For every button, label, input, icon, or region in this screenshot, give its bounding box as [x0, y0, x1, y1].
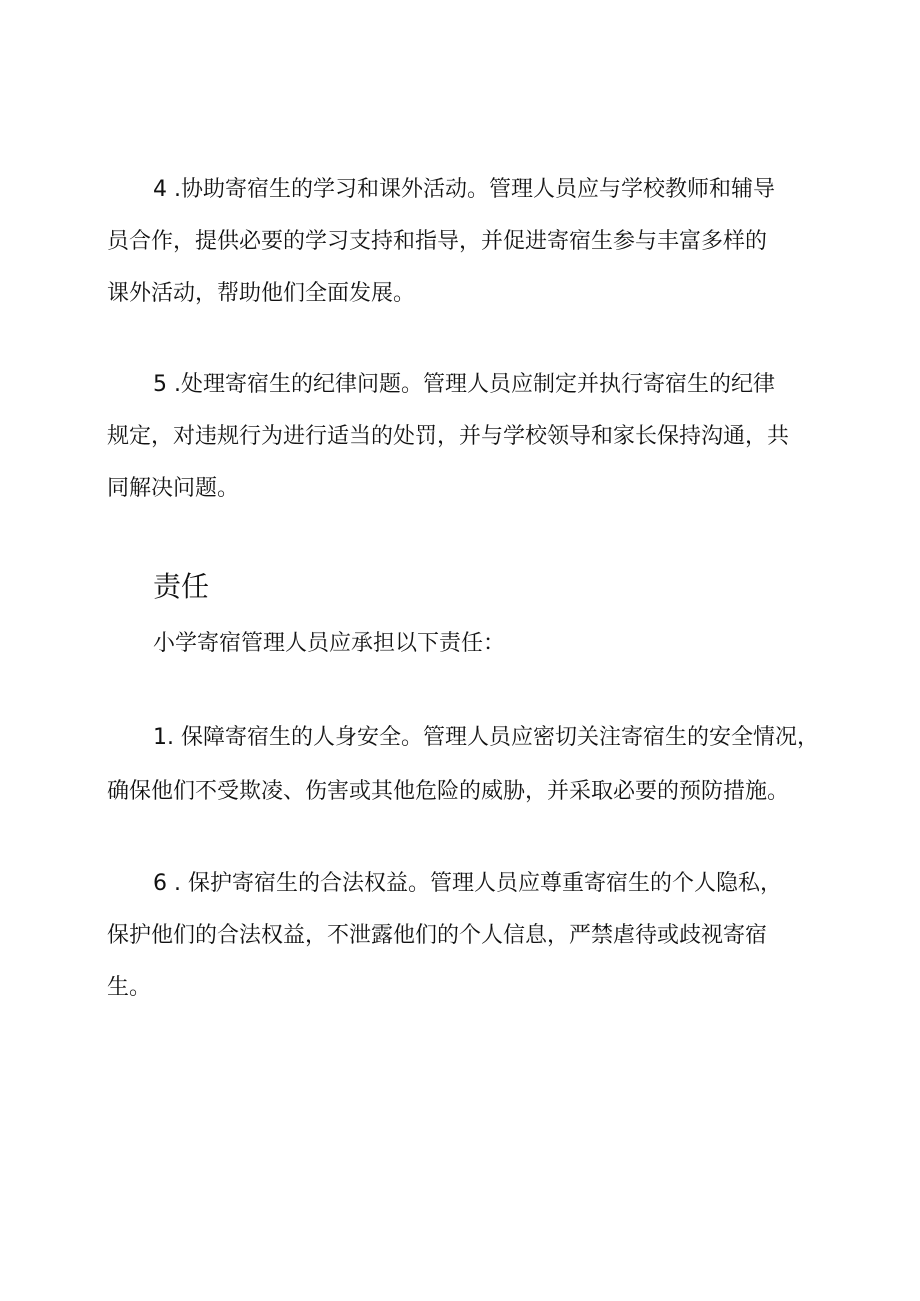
paragraph-item-5 — [107, 359, 789, 515]
paragraph-line: 课外活动，帮助他们全面发展。 — [107, 281, 416, 306]
section-intro: 小学寄宿管理人员应承担以下责任： — [153, 631, 506, 656]
paragraph-line: 同解决问题。 — [107, 476, 240, 501]
paragraph-line: 确保他们不受欺凌、伤害或其他危险的威胁，并采取必要的预防措施。 — [107, 779, 790, 804]
paragraph-line: 规定，对违规行为进行适当的处罚，并与学校领导和家长保持沟通，共 — [107, 424, 790, 449]
paragraph-line: 员合作，提供必要的学习支持和指导，并促进寄宿生参与丰富多样的 — [107, 229, 768, 254]
paragraph-line: 保护他们的合法权益，不泄露他们的个人信息，严禁虐待或歧视寄宿 — [107, 923, 768, 948]
paragraph-line: 1. 保障寄宿生的人身安全。管理人员应密切关注寄宿生的安全情况， — [153, 725, 819, 750]
paragraph-line: 5 .处理寄宿生的纪律问题。管理人员应制定并执行寄宿生的纪律 — [153, 372, 775, 397]
paragraph-item-4 — [107, 164, 775, 320]
paragraph-line: 4 .协助寄宿生的学习和课外活动。管理人员应与学校教师和辅导 — [153, 177, 775, 202]
paragraph-line: 6 . 保护寄宿生的合法权益。管理人员应尊重寄宿生的个人隐私， — [153, 871, 782, 896]
paragraph-line: 生。 — [107, 975, 152, 1000]
section-heading: 责任 — [153, 570, 210, 603]
responsibility-item-6 — [107, 858, 782, 1014]
responsibility-item-1 — [107, 711, 819, 819]
